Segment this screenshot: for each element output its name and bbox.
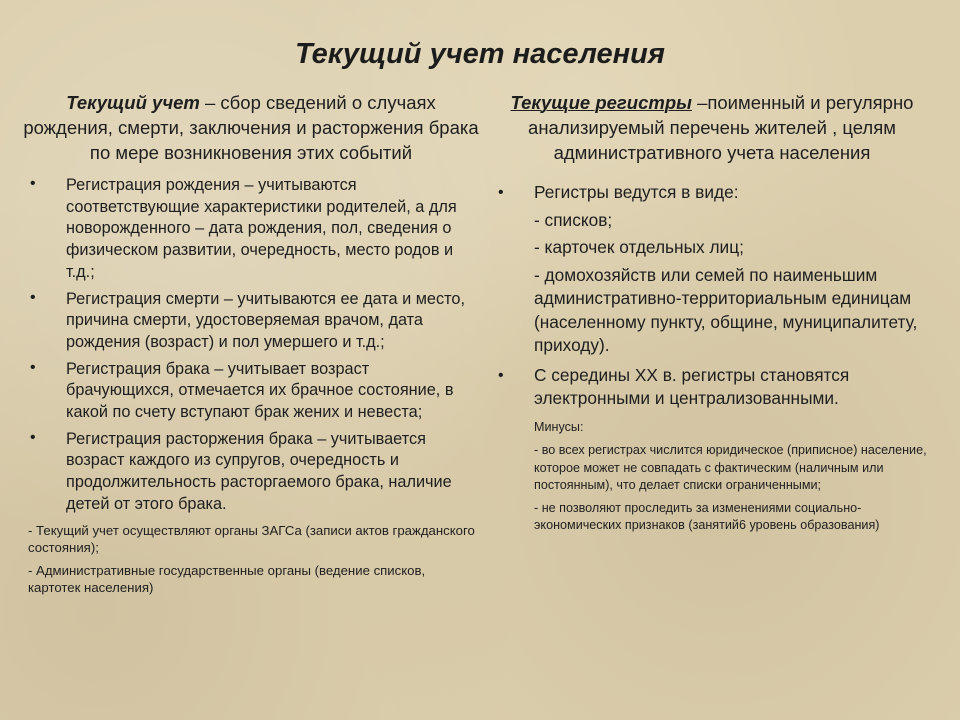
note-zags: - Текущий учет осуществляют органы ЗАГСа (записи актов гражданского состояния); bbox=[28, 522, 475, 556]
list-item bbox=[22, 429, 480, 516]
list-item bbox=[490, 181, 934, 205]
list-item bbox=[490, 364, 934, 411]
minuses-block bbox=[490, 419, 934, 535]
right-definition-term: Текущие регистры bbox=[510, 92, 692, 113]
sub-item-households: - домохозяйств или семей по наименьшим административно-территориальным единицам (населенному пункту, общине, муниципалитету, приходу). bbox=[534, 264, 918, 355]
bullet-text: Регистры ведутся в виде: bbox=[534, 182, 739, 202]
bullet-text: Регистрация расторжения брака – учитывается возраст каждого из супругов, очередность и продолжительность расторгаемого брака, наличие детей от этого брака. bbox=[66, 429, 452, 513]
bullet-icon: • bbox=[30, 288, 36, 306]
sub-item-cards: - карточек отдельных лиц; bbox=[534, 237, 744, 257]
left-bullet-list bbox=[22, 175, 480, 516]
note-admin-organs: - Административные государственные органы (ведение списков, картотек населения) bbox=[28, 562, 426, 596]
page-title: Текущий учет населения bbox=[295, 38, 665, 70]
left-definition-text: – сбор сведений о случаях рождения, смерти, заключения и расторжения брака по мере возникновения этих событий bbox=[23, 92, 479, 163]
bullet-text: С середины XX в. регистры становятся электронными и централизованными. bbox=[534, 364, 850, 408]
right-column bbox=[490, 90, 934, 540]
right-definition bbox=[490, 90, 934, 165]
minus-item: - во всех регистрах числится юридическое (приписное) население, которое может не совпадать с фактическим (наличным или постоянным), что делает списки ограниченными; bbox=[534, 443, 927, 492]
bullet-icon: • bbox=[30, 428, 36, 446]
left-definition bbox=[22, 90, 480, 165]
bullet-icon: • bbox=[498, 366, 504, 384]
left-definition-term: Текущий учет bbox=[66, 92, 200, 113]
bullet-text: Регистрация рождения – учитываются соответствующие характеристики родителей, а для новорожденного – дата рождения, пол, сведения о физическом развитии, очередность, место родов и т.д.; bbox=[66, 176, 457, 281]
list-item bbox=[22, 175, 480, 284]
bullet-text: Регистрация смерти – учитываются ее дата и место, причина смерти, удостоверяемая врачом, дата рождения (возраст) и пол умершего и т.д.; bbox=[66, 289, 465, 351]
list-item bbox=[22, 289, 480, 354]
minus-item: - не позволяют проследить за изменениями социально-экономических признаков (занятий6 уровень образования) bbox=[534, 500, 880, 532]
sub-item-lists: - списков; bbox=[534, 209, 613, 230]
bullet-text: Регистрация брака – учитывает возраст брачующихся, отмечается их брачное состояние, в какой по счету вступают брак жених и невеста; bbox=[66, 359, 454, 422]
bullet-icon: • bbox=[498, 184, 504, 201]
minuses-title: Минусы: bbox=[534, 419, 584, 434]
left-notes bbox=[22, 522, 480, 597]
bullet-icon: • bbox=[30, 358, 36, 376]
list-item bbox=[22, 359, 480, 424]
right-bullet-list bbox=[490, 181, 934, 411]
bullet-icon: • bbox=[30, 175, 36, 192]
left-column bbox=[22, 90, 480, 602]
right-definition-text: –поименный и регулярно анализируемый перечень жителей , целям административного учета населения bbox=[528, 92, 914, 163]
